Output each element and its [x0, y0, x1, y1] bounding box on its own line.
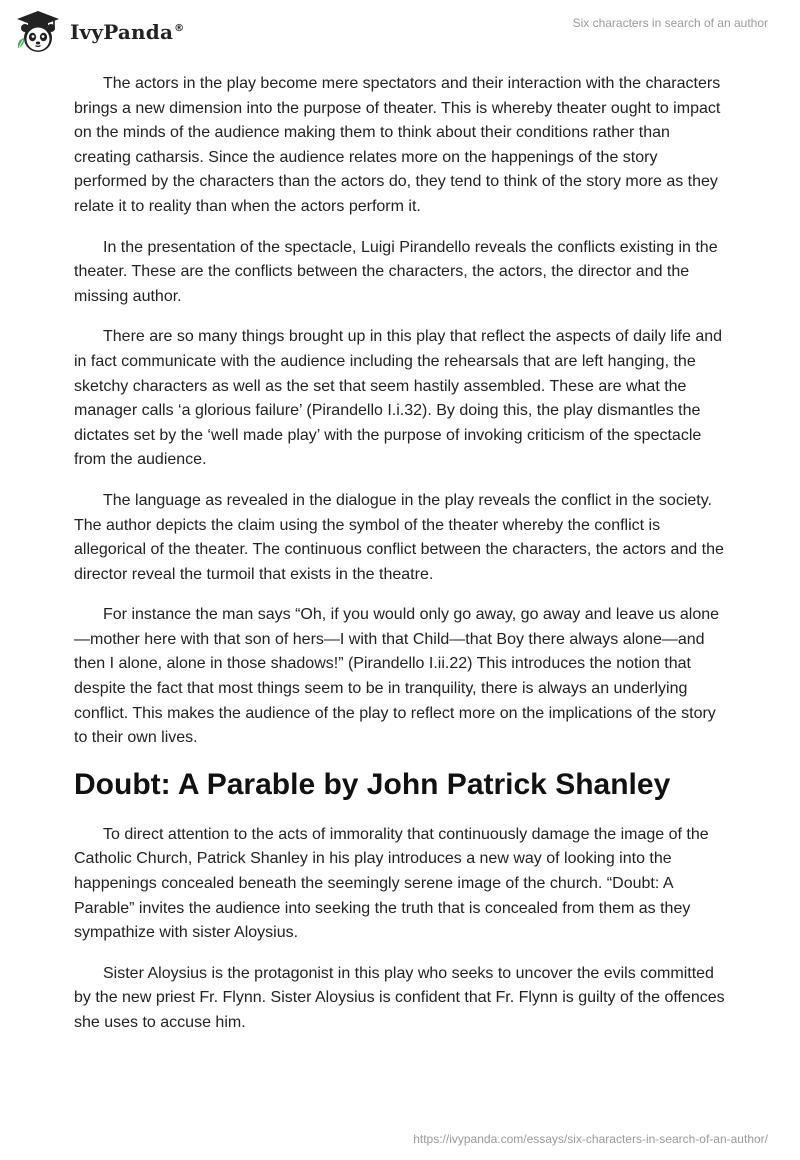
paragraph: There are so many things brought up in this play that reflect the aspects of daily life and in fact communicate with the audience including the rehearsals that are left hanging, the sketchy characters as well as the set that seem hastily assembled. These are what the manager calls ‘a glorious failure’ (Pirandello I.i.32). By doing this, the play dismantles the dictates set by the ‘well made play’ with the purpose of invoking criticism of the spectacle from the audience. — [74, 328, 723, 469]
registered-mark: ® — [174, 23, 185, 35]
ivypanda-logo-icon — [14, 8, 62, 56]
paragraph: In the presentation of the spectacle, Luigi Pirandello reveals the conflicts existing in the theater. These are the conflicts between the characters, the actors, the director and the missing author. — [74, 238, 718, 305]
document-title: Six characters in search of an author — [572, 16, 768, 30]
paragraph: The actors in the play become mere spectators and their interaction with the characters brings a new dimension into the purpose of theater. This is whereby theater ought to impact on the minds of the audience making them to think about their conditions rather than creating catharsis. Since the audience relates more on the happenings of the story performed by the characters than the actors do, they tend to think of the story more as they relate it to reality than when the actors perform it. — [74, 75, 721, 215]
source-url-link[interactable]: https://ivypanda.com/essays/six-characters-in-search-of-an-author/ — [413, 1132, 768, 1146]
paragraph: For instance the man says “Oh, if you would only go away, go away and leave us alone—mother here with that son of hers—I with that Child—that Boy there always alone—and then I alone, alone in those shadows!” (Pirandello I.ii.22) This introduces the notion that despite the fact that most things seem to be in tranquility, there is always an underlying conflict. This makes the audience of the play to reflect more on the implications of the story to their own lives. — [74, 606, 720, 747]
logo-wordmark: IvyPanda® — [70, 20, 185, 44]
section-heading: Doubt: A Parable by John Patrick Shanley — [74, 767, 671, 801]
paragraph: The language as revealed in the dialogue in the play reveals the conflict in the society. The author depicts the claim using the symbol of the theater whereby the conflict is allegorical of the theater. The continuous conflict between the characters, the actors and the director reveal the turmoil that exists in the theatre. — [74, 491, 724, 583]
paragraph: To direct attention to the acts of immorality that continuously damage the image of the Catholic Church, Patrick Shanley in his play introduces a new way of looking into the happenings concealed beneath the seemingly serene image of the church. “Doubt: A Parable” invites the audience into seeking the truth that is concealed from them as they sympathize with sister Aloysius. — [74, 825, 709, 942]
essay-body — [74, 72, 730, 1052]
paragraph: Sister Aloysius is the protagonist in this play who seeks to uncover the evils committed by the new priest Fr. Flynn. Sister Aloysius is confident that Fr. Flynn is guilty of the offences she uses to accuse him. — [74, 964, 725, 1031]
ivypanda-logo[interactable] — [14, 8, 184, 56]
page-header — [0, 0, 800, 70]
